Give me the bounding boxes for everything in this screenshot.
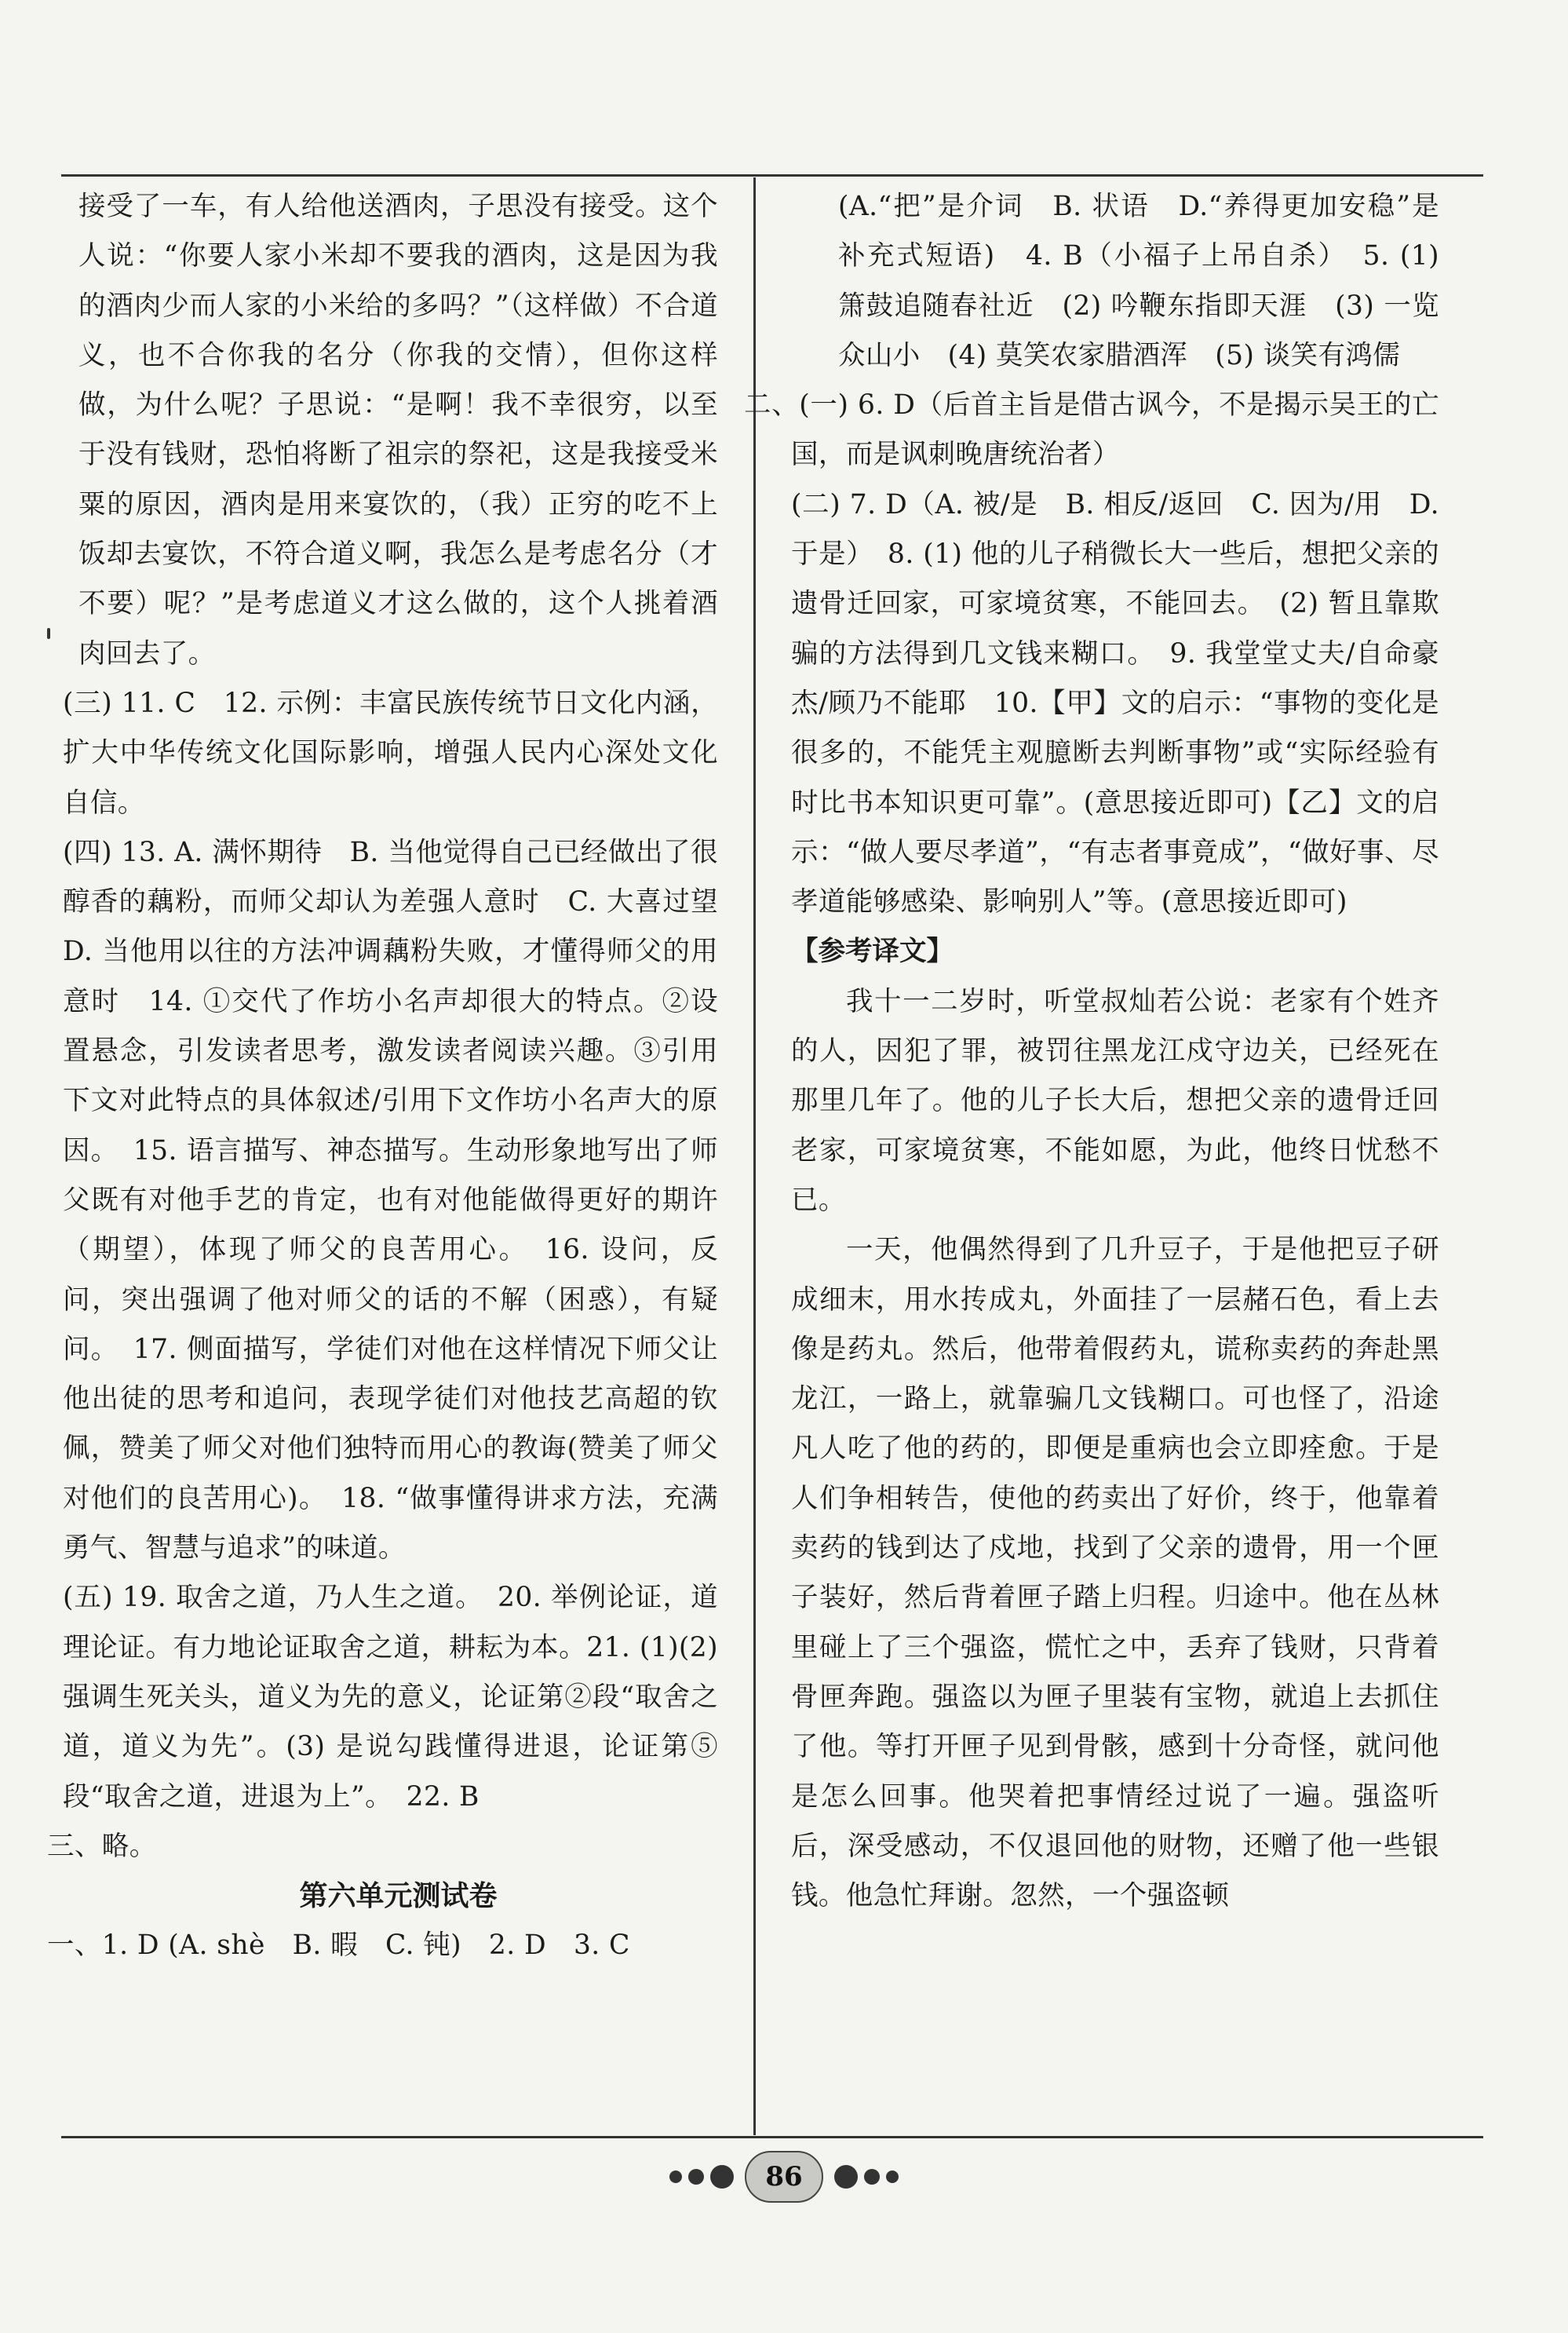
- answer-part-2-section-2: (二) 7. D（A. 被/是 B. 相反/返回 C. 因为/用 D. 于是） 8. (1) 他的儿子稍微长大一些后，想把父亲的遗骨迁回家，可家境贫寒，不能回去。 (2) 暂且靠欺骗的方法得到几文钱来糊口。 9. 我堂堂丈夫/自命豪杰/顾乃不能耶 10.【甲】文的启示：“事物的变化是很多的，不能凭主观臆断去判断事物”或“实际经验有时比书本知识更可靠”。(意思接近即可)【乙】文的启示：“做人要尽孝道”，“有志者事竟成”，“做好事、尽孝道能够感染、影响别人”等。(意思接近即可): [791, 488, 1439, 918]
- unit-heading: 第六单元测试卷: [299, 1880, 498, 1913]
- decor-dot-icon: [886, 2171, 899, 2183]
- decor-dot-icon: [669, 2171, 682, 2183]
- answer-part-1: 一、1. D (A. shè B. 暇 C. 钝) 2. D 3. C: [47, 1930, 630, 1962]
- decor-dot-icon: [710, 2165, 734, 2189]
- reference-translation-label: 【参考译文】: [791, 936, 954, 968]
- translation-paragraph-1: 我十一二岁时，听堂叔灿若公说：老家有个姓齐的人，因犯了罪，被罚往黑龙江戍守边关，已经死在那里几年了。他的儿子长大后，想把父亲的遗骨迁回老家，可家境贫寒，不能如愿，为此，他终日忧愁不已。: [791, 985, 1439, 1216]
- page-number: 86: [745, 2151, 823, 2203]
- page-footer: [0, 2151, 1568, 2203]
- translation-paragraph-2: 一天，他偶然得到了几升豆子，于是他把豆子研成细末，用水抟成丸，外面挂了一层赭石色，看上去像是药丸。然后，他带着假药丸，谎称卖药的奔赴黑龙江，一路上，就靠骗几文钱糊口。可也怪了，沿途凡人吃了他的药的，即便是重病也会立即痊愈。于是人们争相转告，使他的药卖出了好价，终于，他靠着卖药的钱到达了戍地，找到了父亲的遗骨，用一个匣子装好，然后背着匣子踏上归程。归途中。他在丛林里碰上了三个强盗，慌忙之中，丢弃了钱财，只背着骨匣奔跑。强盗以为匣子里装有宝物，就追上去抓住了他。等打开匣子见到骨骸，感到十分奇怪，就问他是怎么回事。他哭着把事情经过说了一遍。强盗听后，深受感动，不仅退回他的财物，还赠了他一些银钱。他急忙拜谢。忽然，一个强盗顿: [791, 1234, 1439, 1912]
- answer-part-2-section-1: 二、(一) 6. D（后首主旨是借古讽今，不是揭示吴王的亡国，而是讽刺晚唐统治者）: [744, 389, 1439, 471]
- answer-section-4: (四) 13. A. 满怀期待 B. 当他觉得自己已经做出了很醇香的藕粉，而师父却认为差强人意时 C. 大喜过望 D. 当他用以往的方法冲调藕粉失败，才懂得师父的用意时 14. ①交代了作坊小名声却很大的特点。②设置悬念，引发读者思考，激发读者阅读兴趣。③引用下文对此特点的具体叙述/引用下文作坊小名声大的原因。 15. 语言描写、神态描写。生动形象地写出了师父既有对他手艺的肯定，也有对他能做得更好的期许（期望），体现了师父的良苦用心。 16. 设问，反问，突出强调了他对师父的话的不解（困惑），有疑问。 17. 侧面描写，学徒们对他在这样情况下师父让他出徒的思考和追问，表现学徒们对他技艺高超的钦佩，赞美了师父对他们独特而用心的教诲(赞美了师父对他们的良苦用心)。 18. “做事懂得讲求方法，充满勇气、智慧与追求”的味道。: [63, 836, 746, 1564]
- decor-dot-icon: [864, 2169, 880, 2185]
- decor-dot-icon: [688, 2169, 704, 2185]
- answer-section-3: (三) 11. C 12. 示例：丰富民族传统节日文化内涵，扩大中华传统文化国际影响，增强人民内心深处文化自信。: [63, 687, 718, 819]
- left-column: [47, 182, 746, 2121]
- answer-section-5: (五) 19. 取舍之道，乃人生之道。 20. 举例论证，道理论证。有力地论证取舍之道，耕耘为本。21. (1)(2) 强调生死关头，道义为先的意义，论证第②段“取舍之道，道义为先”。(3) 是说勾践懂得进退，论证第⑤段“取舍之道，进退为上”。 22. B: [63, 1582, 718, 1813]
- margin-mark: [47, 628, 50, 639]
- answer-part-3: 三、略。: [47, 1830, 157, 1862]
- decor-dot-icon: [834, 2165, 858, 2189]
- right-column: [744, 182, 1439, 2121]
- answer-continued: (A.“把”是介词 B. 状语 D.“养得更加安稳”是补充式短语) 4. B（小福子上吊自杀） 5. (1) 箫鼓追随春社近 (2) 吟鞭东指即天涯 (3) 一览众山小 (4) 莫笑农家腊酒浑 (5) 谈笑有鸿儒: [838, 191, 1439, 371]
- translation-paragraph: 接受了一车，有人给他送酒肉，子思没有接受。这个人说：“你要人家小米却不要我的酒肉，这是因为我的酒肉少而人家的小米给的多吗？”（这样做）不合道义，也不合你我的名分（你我的交情），但你这样做，为什么呢？子思说：“是啊！我不幸很穷，以至于没有钱财，恐怕将断了祖宗的祭祀，这是我接受米粟的原因，酒肉是用来宴饮的，（我）正穷的吃不上饭却去宴饮，不符合道义啊，我怎么是考虑名分（才不要）呢？”是考虑道义才这么做的，这个人挑着酒肉回去了。: [78, 191, 718, 670]
